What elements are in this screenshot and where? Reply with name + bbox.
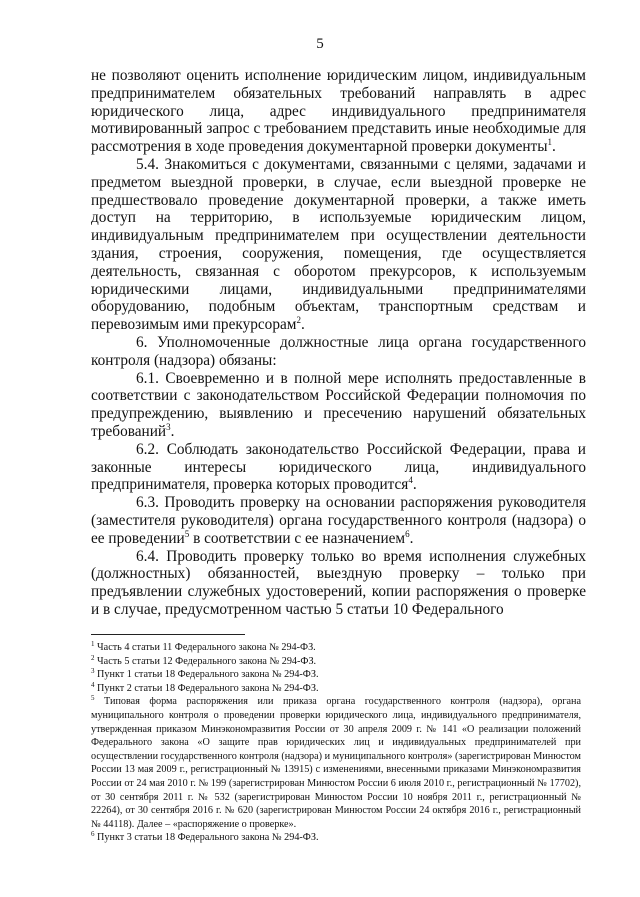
footnote-ref: 6 xyxy=(405,528,410,539)
footnote: $^1$ Часть 4 статьи 11 Федерального закона № 294-ФЗ. xyxy=(91,640,316,653)
body-text xyxy=(91,67,586,619)
footnote-ref: 5 xyxy=(184,528,190,539)
paragraph-6-4: 6.4. Проводить проверку только во время исполнения служебных (должностных) обязанностей, выездную проверку – только при предъявлении служебных удостоверений, копии распоряжения о проверке и в случае, предусмотренном частью 5 статьи 10 Федерального xyxy=(91,547,586,618)
paragraph-continuation: не позволяют оценить исполнение юридическим лицом, индивидуальным предпринимателем обязательных требований направлять в адрес юридического лица, адрес индивидуального предпринимателя мотивированный запрос с требованием представить иные необходимые для рассмотрения в ходе проведения документарной проверки документы$^1$. xyxy=(91,67,586,156)
footnote-ref: 2 xyxy=(296,315,301,326)
paragraph-6-2: 6.2. Соблюдать законодательство Российской Федерации, права и законные интересы юридического лица, индивидуального предпринимателя, проверка которых проводится$^4$. xyxy=(91,440,586,494)
paragraph-5-4: 5.4. Знакомиться с документами, связанными с целями, задачами и предметом выездной проверки, в случае, если выездной проверке не предшествовало проведение документарной проверки, а также иметь доступ на территорию, в используемые юридическим лицом, индивидуальным предпринимателем при осуществлении деятельности здания, строения, сооружения, помещения, где осуществляется деятельность, связанная с оборотом прекурсоров, к используемым юридическими лицами, индивидуальными предпринимателями оборудованию, подобным объектам, транспортным средствам и перевозимым ими прекурсорам$^2$. xyxy=(91,155,586,334)
paragraph-6-1: 6.1. Своевременно и в полной мере исполнять предоставленные в соответствии с законодательством Российской Федерации полномочия по предупреждению, выявлению и пресечению нарушений обязательных требований$^3$. xyxy=(91,369,586,440)
footnote-ref: 3 xyxy=(166,421,171,432)
footnote: $^6$ Пункт 3 статьи 18 Федерального закона № 294-ФЗ. xyxy=(91,830,319,844)
paragraph-6: 6. Уполномоченные должностные лица органа государственного контроля (надзора) обязаны: xyxy=(91,333,586,369)
footnote-divider xyxy=(91,634,245,635)
footnote-ref: 4 xyxy=(408,475,413,486)
footnote: $^2$ Часть 5 статьи 12 Федерального закона № 294-ФЗ. xyxy=(91,653,317,667)
page-number: 5 xyxy=(316,36,324,52)
footnote-ref: 1 xyxy=(547,137,553,148)
footnote: $^3$ Пункт 1 статьи 18 Федерального закона № 294-ФЗ. xyxy=(91,667,319,681)
paragraph-6-3: 6.3. Проводить проверку на основании распоряжения руководителя (заместителя руководителя) органа государственного контроля (надзора) о ее проведении$^5$ в соответствии с ее назначением$^6$. xyxy=(91,494,586,547)
footnote: $^4$ Пункт 2 статьи 18 Федерального закона № 294-ФЗ. xyxy=(91,680,319,694)
footnote: $^5$ Типовая форма распоряжения или приказа органа государственного контроля (надзора), органа муниципального контроля о проведении проверки юридического лица, индивидуального предпринимателя, утвержденная приказом Минэкономразвития России от 30 апреля 2009 г. № 141 «О реализации положений Федерального закона «О защите прав юридических лиц и индивидуальных предпринимателей при осуществлении государственного контроля (надзора) и муниципального контроля» (зарегистрирован Минюстом России 13 мая 2009 г., регистрационный № 13915) с изменениями, внесенными приказами Минэкономразвития России от 24 мая 2010 г. № 199 (зарегистрирован Минюстом России 6 июля 2010 г., регистрационный № 17702), от 30 сентября 2011 г. № 532 (зарегистрирован Минюстом России 10 ноября 2011 г., регистрационный № 22264), от 30 сентября 2016 г. № 620 (зарегистрирован Минюстом России 24 октября 2016 г., регистрационный № 44118). Далее – «распоряжение о проверке». xyxy=(91,694,582,830)
footnotes xyxy=(91,641,581,845)
